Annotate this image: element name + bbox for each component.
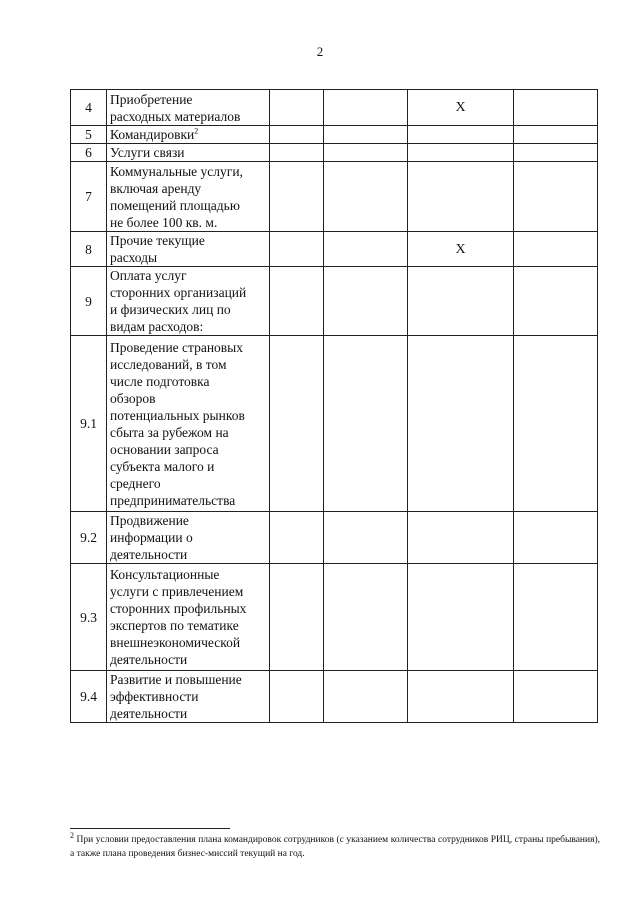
table-row: [71, 126, 598, 144]
table-cell: [324, 671, 408, 723]
row-number: 7: [71, 162, 107, 232]
expense-name-line: числе подготовка: [110, 373, 210, 389]
table-cell: [324, 564, 408, 671]
row-number: 9.2: [71, 512, 107, 564]
expense-name: [107, 126, 270, 144]
table-cell: [270, 126, 324, 144]
table-cell: [514, 336, 598, 512]
footnote-reference: 2: [194, 126, 199, 136]
expense-name: [107, 336, 270, 512]
row-number: 4: [71, 90, 107, 126]
expense-name-line: Коммунальные услуги,: [110, 163, 243, 179]
table-cell: [514, 564, 598, 671]
row-number: 5: [71, 126, 107, 144]
expense-name-line: и физических лиц по: [110, 302, 231, 317]
expense-name-line: сторонних организаций: [110, 285, 247, 300]
row-number: 8: [71, 232, 107, 267]
table-cell: [324, 90, 408, 126]
table-cell: [408, 671, 514, 723]
expense-name-line: Проведение страновых: [110, 339, 244, 355]
expense-name: [107, 90, 270, 126]
expense-name-line: включая аренду: [110, 180, 202, 196]
table-row: [71, 671, 598, 723]
expense-name-line: деятельности: [110, 652, 188, 667]
expense-name-line: сбыта за рубежом на: [110, 424, 229, 440]
expense-name: [107, 564, 270, 671]
footnote-text: При условии предоставления плана командировок сотрудников (с указанием количества сотрудников РИЦ, страны пребывания), а также плана проведения бизнес-миссий текущий на год.: [70, 835, 601, 859]
table-cell: [324, 512, 408, 564]
table-cell: [408, 267, 514, 336]
expense-name: [107, 512, 270, 564]
table-cell: [514, 267, 598, 336]
expense-name-line: деятельности: [110, 706, 188, 721]
expense-name-line: эффективности: [110, 689, 199, 704]
expense-name-line: услуги с привлечением: [110, 584, 244, 599]
table-cell: [270, 267, 324, 336]
expense-name-line: субъекта малого и: [110, 458, 215, 474]
table-cell: [514, 144, 598, 162]
table-row: [71, 90, 598, 126]
expense-name-line: деятельности: [110, 547, 188, 562]
expense-name-line: внешнеэкономической: [110, 635, 241, 650]
expense-name-line: информации о: [110, 530, 193, 545]
expense-name-line: основании запроса: [110, 441, 219, 457]
expense-name-line: исследований, в том: [110, 356, 227, 372]
expense-name-line: экспертов по тематике: [110, 618, 239, 633]
table-cell: [324, 144, 408, 162]
table-cell: [514, 512, 598, 564]
expense-name-line: Оплата услуг: [110, 268, 187, 283]
page-number: 2: [316, 44, 324, 59]
table-cell: [514, 671, 598, 723]
table-cell: [408, 336, 514, 512]
table-cell: [514, 232, 598, 267]
footnote: [70, 830, 601, 861]
row-number: 9: [71, 267, 107, 336]
expense-name-line: Консультационные: [110, 567, 220, 582]
table-cell: [324, 232, 408, 267]
table-cell: [270, 564, 324, 671]
table-cell: [270, 144, 324, 162]
table-row: [71, 336, 598, 512]
expense-name-line: Услуги связи: [110, 145, 185, 160]
expense-name: [107, 144, 270, 162]
row-number: 9.3: [71, 564, 107, 671]
table-cell: [514, 126, 598, 144]
expense-name-line: обзоров: [110, 390, 156, 406]
table-cell: [324, 336, 408, 512]
table-cell: [270, 162, 324, 232]
table-cell: [408, 162, 514, 232]
table-cell: [408, 564, 514, 671]
table-cell: [408, 144, 514, 162]
expense-name-line: среднего: [110, 475, 161, 491]
row-number: 9.4: [71, 671, 107, 723]
table-row: [71, 232, 598, 267]
table-cell: [324, 162, 408, 232]
expense-name-line: сторонних профильных: [110, 601, 247, 616]
table-cell: [270, 232, 324, 267]
table-cell: [324, 126, 408, 144]
expense-name-line: потенциальных рынков: [110, 407, 245, 423]
expense-name-line: помещений площадью: [110, 197, 240, 213]
expense-name: [107, 267, 270, 336]
expense-name: [107, 671, 270, 723]
expense-name: [107, 232, 270, 267]
table-cell: [270, 336, 324, 512]
expense-name-line: не более 100 кв. м.: [110, 214, 218, 230]
table-cell: X: [408, 90, 514, 126]
footnote-separator: [70, 828, 230, 829]
table-cell: [270, 90, 324, 126]
table-cell: [270, 512, 324, 564]
expense-name-line: Развитие и повышение: [110, 672, 242, 687]
expense-name-line: Прочие текущие: [110, 233, 205, 248]
table-cell: [270, 671, 324, 723]
table-cell: [514, 162, 598, 232]
row-number: 9.1: [71, 336, 107, 512]
table-cell: [514, 90, 598, 126]
table-row: [71, 144, 598, 162]
row-number: 6: [71, 144, 107, 162]
expense-name-line: предпринимательства: [110, 492, 236, 508]
footnote-marker: 2: [70, 830, 74, 840]
table-cell: [324, 267, 408, 336]
table-cell: [408, 126, 514, 144]
expense-name-line: Продвижение: [110, 513, 189, 528]
expense-table-body: [71, 90, 598, 723]
expense-name-line: расходы: [110, 250, 158, 265]
expense-name-line: Приобретение: [110, 91, 193, 107]
table-cell: [408, 512, 514, 564]
expense-name-line: расходных материалов: [110, 108, 241, 124]
table-row: [71, 512, 598, 564]
table-row: [71, 162, 598, 232]
table-cell: X: [408, 232, 514, 267]
expense-name-line: Командировки: [110, 127, 195, 142]
expense-name: [107, 162, 270, 232]
expense-table: [70, 89, 598, 723]
expense-name-line: видам расходов:: [110, 319, 204, 334]
table-row: [71, 267, 598, 336]
table-row: [71, 564, 598, 671]
